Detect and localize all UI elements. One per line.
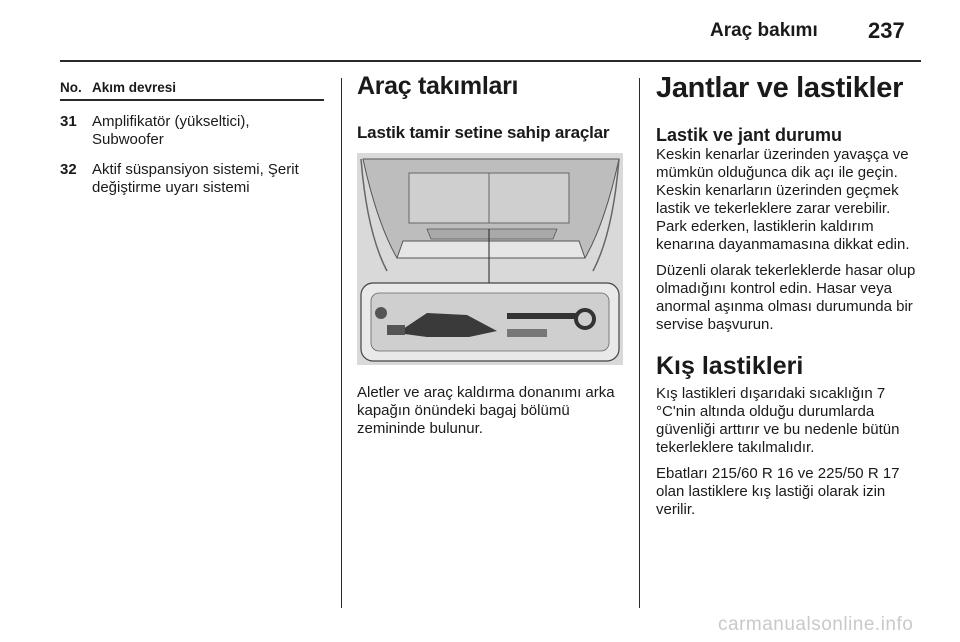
condition-paragraph-1: Keskin kenarlar üzerinden yavaşça ve mümkün olduğunca dik açı ile geçin. Keskin kenarların üzerinden geçmek lastik ve tekerleklere zarar verebilir. Park ederken, lastiklerin kaldırım kenarına dayanmamasına dikkat edin. — [656, 146, 910, 253]
page-number: 237 — [868, 18, 905, 43]
winter-heading: Kış lastikleri — [656, 352, 804, 380]
header-divider — [60, 60, 921, 62]
tools-heading: Araç takımları — [357, 72, 519, 100]
col-no-header: No. — [60, 80, 82, 95]
table-row — [60, 113, 324, 149]
section-title: Araç bakımı — [710, 20, 818, 41]
fuse-number: 32 — [60, 161, 77, 178]
fuse-table — [60, 80, 324, 197]
fuse-circuit: Amplifikatör (yükseltici), Subwoofer — [92, 113, 250, 148]
fuse-table-header — [60, 80, 324, 101]
column-divider-1 — [341, 78, 342, 608]
column-divider-2 — [639, 78, 640, 608]
tools-section — [357, 72, 625, 438]
tyres-section — [656, 72, 922, 527]
tyres-heading: Jantlar ve lastikler — [656, 72, 904, 104]
tools-subheading: Lastik tamir setine sahip araçlar — [357, 123, 610, 142]
winter-paragraph-1: Kış lastikleri dışarıdaki sıcaklığın 7 °C'nin altında olduğu durumlarda güvenliği arttırır ve bu nedenle bütün tekerleklere takılmalıdır. — [656, 385, 900, 456]
col-circuit-header: Akım devresi — [92, 80, 177, 95]
figure-caption: Aletler ve araç kaldırma donanımı arka kapağın önündeki bagaj bölümü zemininde bulunur. — [357, 384, 615, 437]
page-header — [0, 0, 960, 62]
watermark: carmanualsonline.info — [718, 614, 914, 635]
condition-heading: Lastik ve jant durumu — [656, 125, 843, 145]
table-row — [60, 161, 324, 197]
condition-paragraph-2: Düzenli olarak tekerleklerde hasar olup olmadığını kontrol edin. Hasar veya anormal aşınma olması durumunda bir servise başvurun. — [656, 262, 916, 333]
winter-paragraph-2: Ebatları 215/60 R 16 ve 225/50 R 17 olan lastiklere kış lastiği olarak izin verilir. — [656, 465, 900, 518]
fuse-circuit: Aktif süspansiyon sistemi, Şerit değiştirme uyarı sistemi — [92, 161, 299, 196]
trunk-toolkit-illustration — [357, 153, 623, 365]
fuse-number: 31 — [60, 113, 77, 130]
